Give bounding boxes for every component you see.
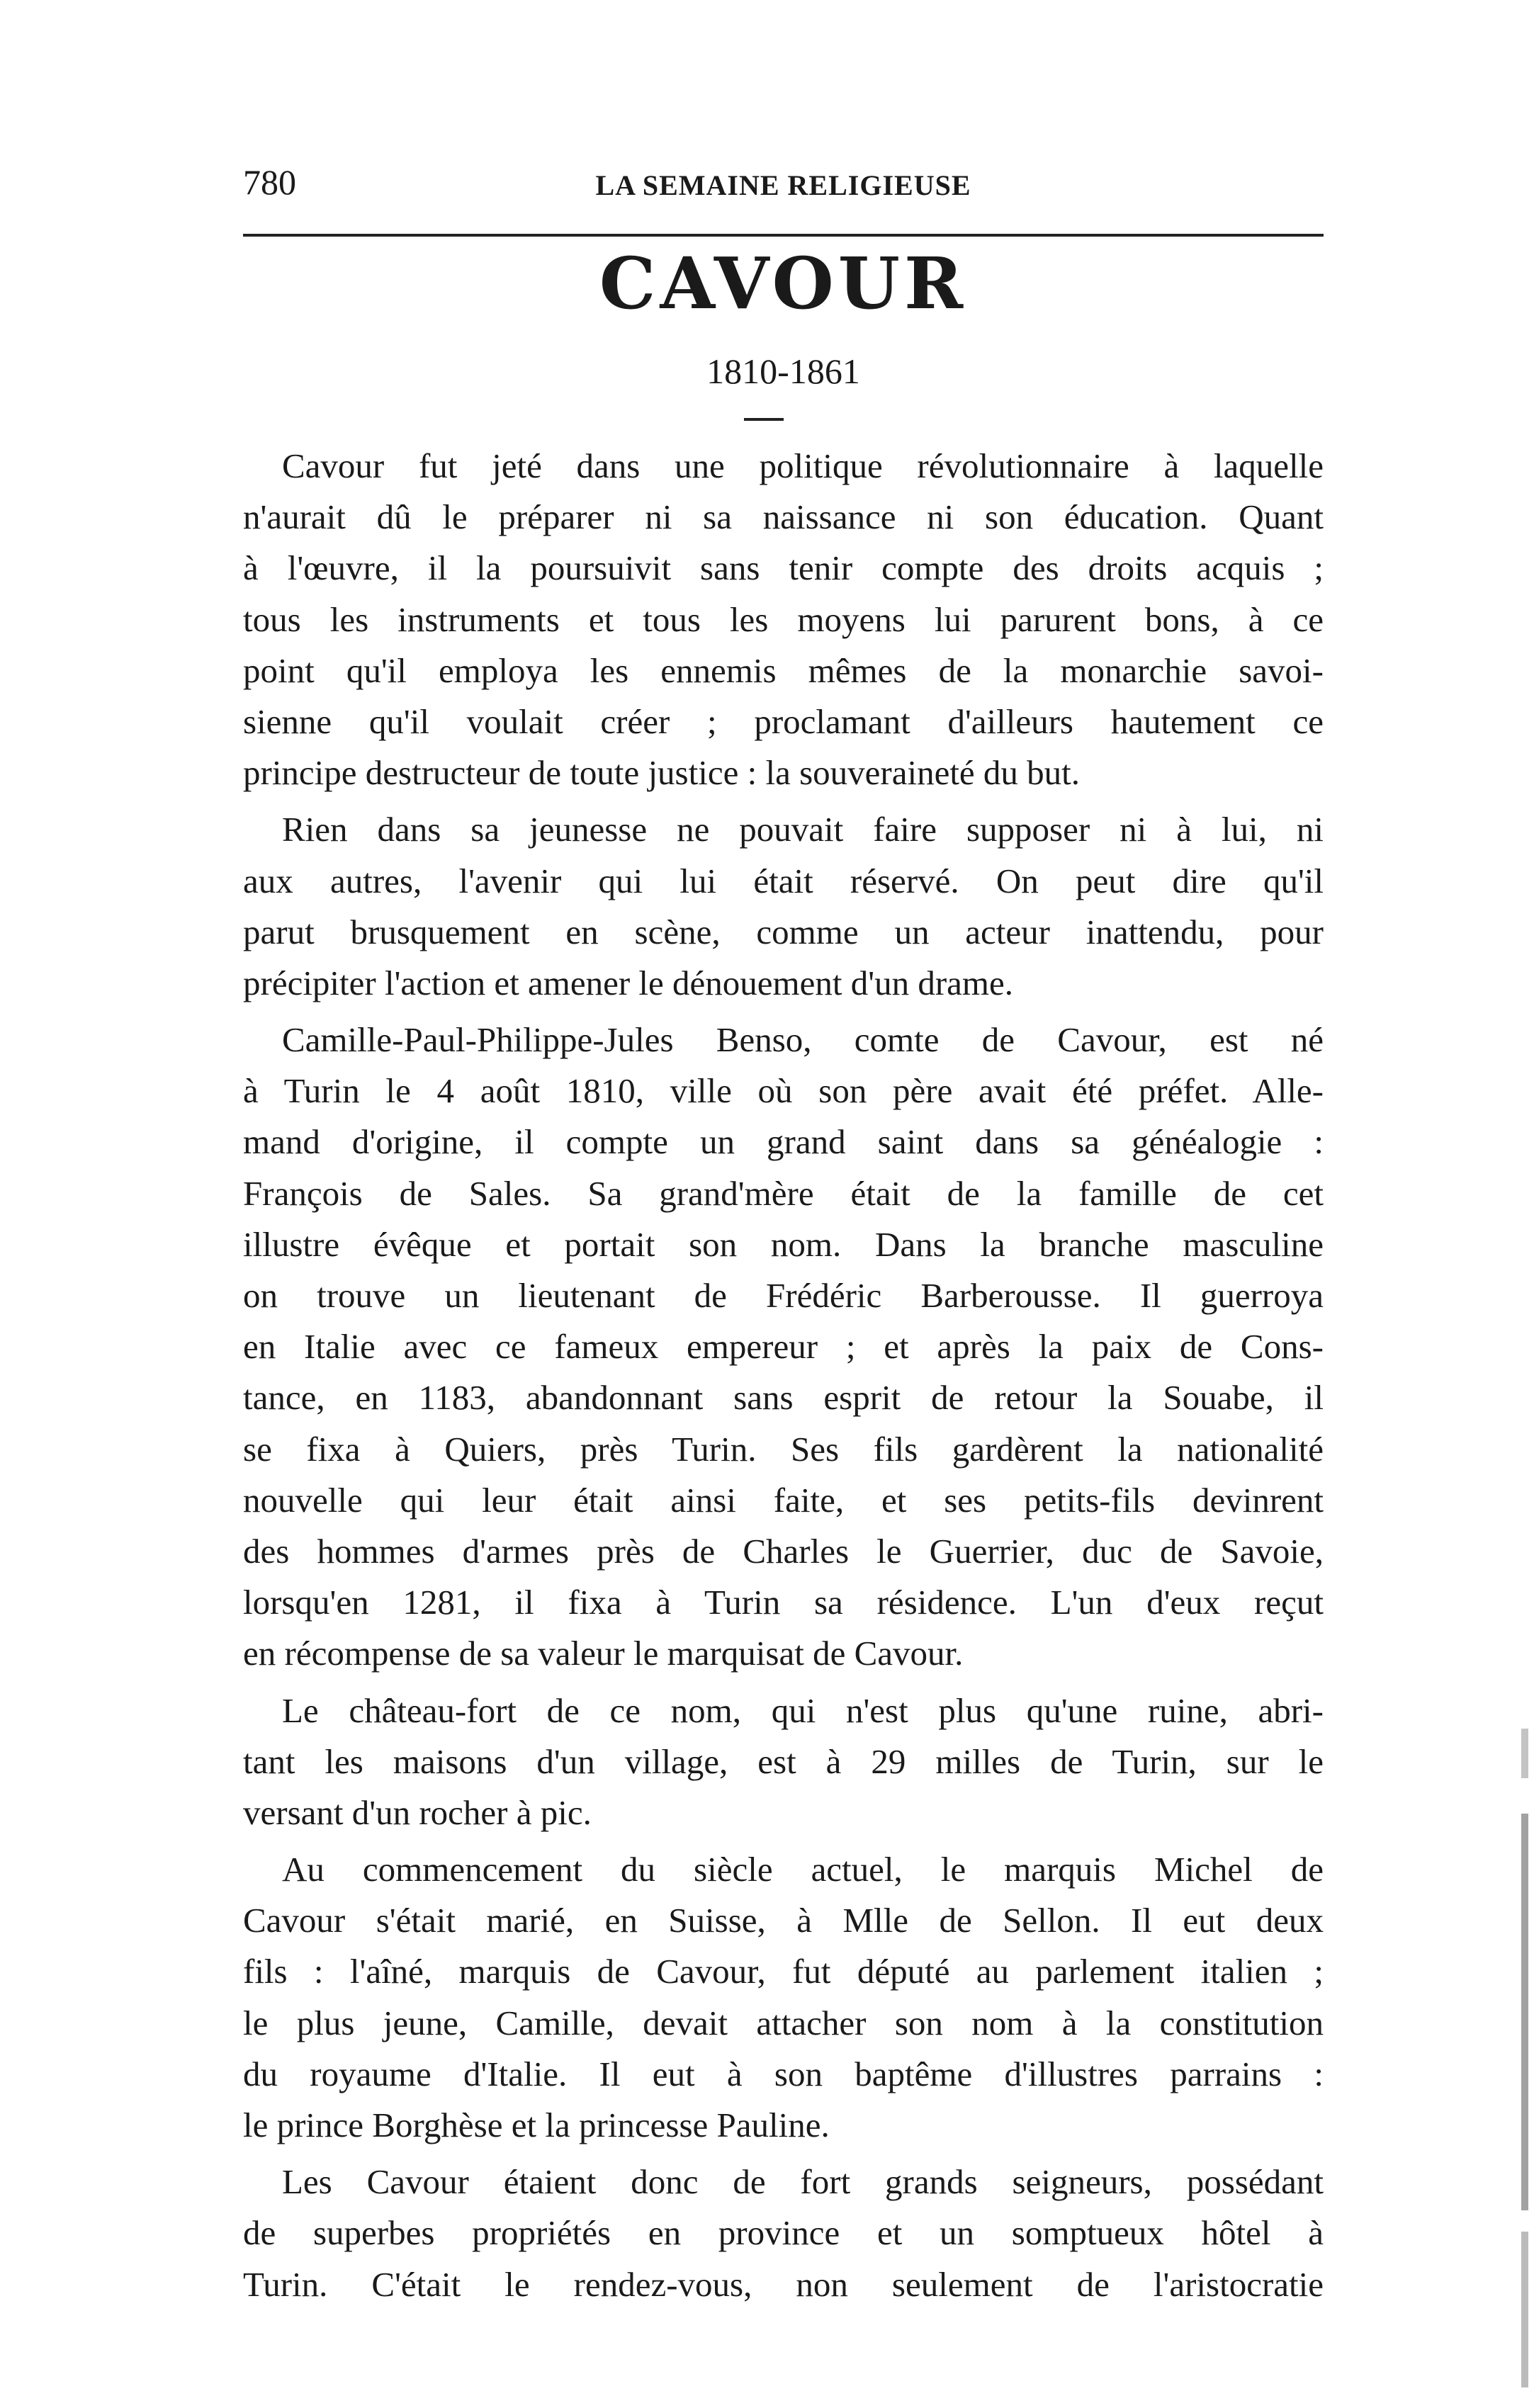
text-line: illustre évêque et portait son nom. Dans la branche masculine: [243, 1224, 1324, 1264]
text-line: Turin. C'était le rendez-vous, non seulement de l'aristocratie: [243, 2264, 1324, 2304]
text-line: de superbes propriétés en province et un somptueux hôtel à: [243, 2213, 1324, 2253]
text-line: principe destructeur de toute justice : la souveraineté du but.: [243, 753, 1081, 793]
text-line: mand d'origine, il compte un grand saint dans sa généalogie :: [243, 1122, 1324, 1162]
paragraph-gap: [243, 798, 1324, 804]
header-rule: [243, 234, 1324, 237]
paragraph-gap: [243, 1009, 1324, 1014]
text-line: le prince Borghèse et la princesse Pauline.: [243, 2105, 830, 2144]
paragraph: [243, 1685, 1324, 1839]
text-line: du royaume d'Italie. Il eut à son baptême d'illustres parrains :: [243, 2054, 1324, 2093]
text-line: se fixa à Quiers, près Turin. Ses fils gardèrent la nationalité: [243, 1429, 1324, 1469]
text-line: Le château-fort de ce nom, qui n'est plus qu'une ruine, abri-: [282, 1690, 1324, 1730]
paragraph: [243, 441, 1324, 798]
article-title: CAVOUR: [599, 242, 968, 325]
running-head: [243, 162, 1324, 211]
text-line: tous les instruments et tous les moyens lui parurent bons, à ce: [243, 599, 1324, 639]
text-line: on trouve un lieutenant de Frédéric Barberousse. Il guerroya: [243, 1276, 1324, 1315]
paragraph-gap: [243, 2151, 1324, 2157]
text-line: des hommes d'armes près de Charles le Guerrier, duc de Savoie,: [243, 1531, 1324, 1571]
text-line: n'aurait dû le préparer ni sa naissance ni son éducation. Quant: [243, 497, 1324, 537]
text-line: aux autres, l'avenir qui lui était réservé. On peut dire qu'il: [243, 861, 1324, 900]
scan-edge-mark: [1521, 1814, 1528, 2210]
text-line: Rien dans sa jeunesse ne pouvait faire supposer ni à lui, ni: [282, 810, 1324, 849]
journal-title: LA SEMAINE RELIGIEUSE: [595, 169, 971, 201]
text-line: Camille-Paul-Philippe-Jules Benso, comte de Cavour, est né: [282, 1020, 1324, 1060]
paragraph-gap: [243, 1838, 1324, 1844]
article-dates: 1810-1861: [706, 351, 860, 391]
text-line: nouvelle qui leur était ainsi faite, et ses petits-fils devinrent: [243, 1480, 1324, 1520]
text-line: fils : l'aîné, marquis de Cavour, fut député au parlement italien ;: [243, 1952, 1324, 1991]
text-line: le plus jeune, Camille, devait attacher son nom à la constitution: [243, 2003, 1324, 2042]
text-line: en récompense de sa valeur le marquisat de Cavour.: [243, 1634, 964, 1673]
paragraph: [243, 1014, 1324, 1679]
text-line: sienne qu'il voulait créer ; proclamant d'ailleurs hautement ce: [243, 701, 1324, 741]
text-line: tance, en 1183, abandonnant sans esprit de retour la Souabe, il: [243, 1378, 1324, 1418]
paragraph-gap: [243, 1680, 1324, 1685]
text-line: à Turin le 4 août 1810, ville où son père avait été préfet. Alle-: [243, 1071, 1324, 1111]
scan-edge-mark: [1521, 2232, 1528, 2387]
title-separator-rule: [744, 418, 784, 421]
text-line: point qu'il employa les ennemis mêmes de la monarchie savoi-: [243, 650, 1324, 690]
text-line: Cavour fut jeté dans une politique révolutionnaire à laquelle: [282, 446, 1324, 485]
text-line: en Italie avec ce fameux empereur ; et après la paix de Cons-: [243, 1327, 1324, 1367]
text-line: Au commencement du siècle actuel, le marquis Michel de: [282, 1850, 1324, 1889]
scan-edge-mark: [1521, 1729, 1528, 1778]
text-line: parut brusquement en scène, comme un acteur inattendu, pour: [243, 912, 1324, 951]
article-body: [243, 441, 1324, 2310]
text-line: versant d'un rocher à pic.: [243, 1792, 592, 1832]
page-number: 780: [243, 162, 296, 202]
paragraph: [243, 1844, 1324, 2151]
paragraph: [243, 804, 1324, 1009]
text-line: précipiter l'action et amener le dénouement d'un drame.: [243, 963, 1014, 1002]
text-line: Cavour s'était marié, en Suisse, à Mlle de Sellon. Il eut deux: [243, 1901, 1324, 1940]
text-line: à l'œuvre, il la poursuivit sans tenir compte des droits acquis ;: [243, 548, 1324, 588]
text-line: Les Cavour étaient donc de fort grands seigneurs, possédant: [282, 2162, 1324, 2202]
text-line: lorsqu'en 1281, il fixa à Turin sa résidence. L'un d'eux reçut: [243, 1583, 1324, 1622]
paragraph: [243, 2157, 1324, 2310]
text-line: tant les maisons d'un village, est à 29 milles de Turin, sur le: [243, 1741, 1324, 1781]
text-line: François de Sales. Sa grand'mère était de la famille de cet: [243, 1173, 1324, 1213]
